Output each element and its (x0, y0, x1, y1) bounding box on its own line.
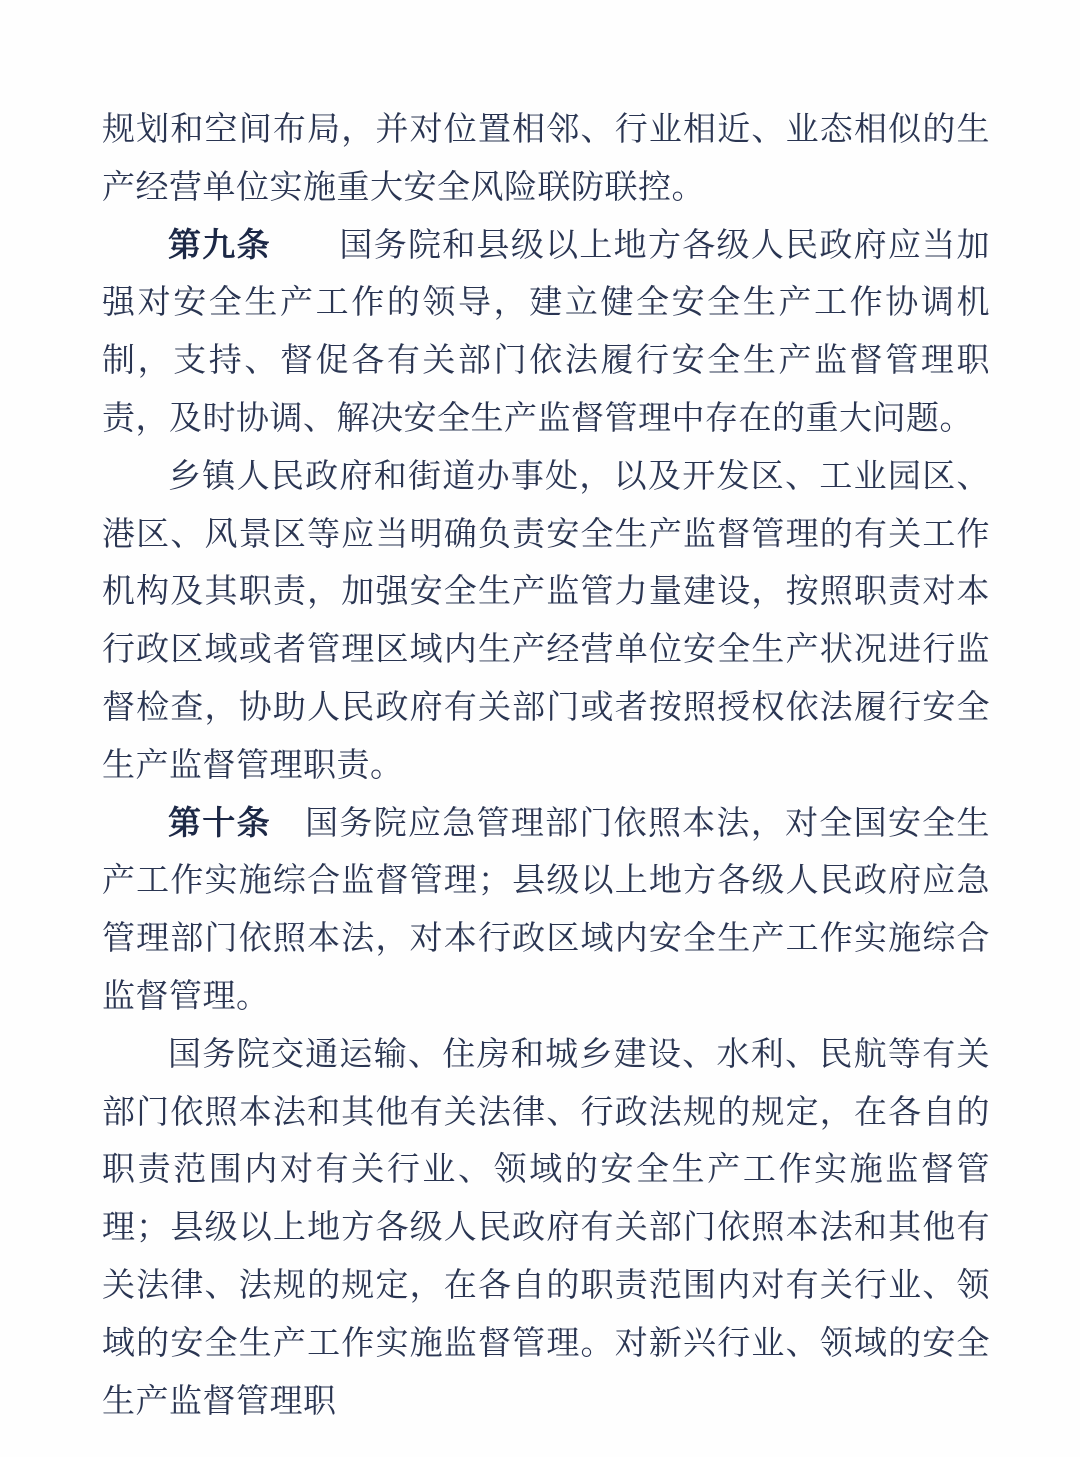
paragraph-text: 国务院应急管理部门依照本法，对全国安全生产工作实施综合监督管理；县级以上地方各级人民政府应急管理部门依照本法，对本行政区域内安全生产工作实施综合监督管理。 (102, 805, 991, 1015)
article-9-heading: 第九条 (168, 227, 271, 264)
paragraph-text: 规划和空间布局，并对位置相邻、行业相近、业态相似的生产经营单位实施重大安全风险联防联控。 (102, 112, 990, 206)
paragraph-text: 国务院和县级以上地方各级人民政府应当加强对安全生产工作的领导，建立健全安全生产工作协调机制，支持、督促各有关部门依法履行安全生产监督管理职责，及时协调、解决安全生产监督管理中存在的重大问题。 (102, 227, 991, 437)
paragraph-article-10-2 (102, 1027, 990, 1432)
paragraph-continuation (102, 102, 990, 218)
document-body (102, 102, 990, 1431)
paragraph-article-9-2 (102, 449, 990, 796)
paragraph-text: 乡镇人民政府和街道办事处，以及开发区、工业园区、港区、风景区等应当明确负责安全生产监督管理的有关工作机构及其职责，加强安全生产监管力量建设，按照职责对本行政区域或者管理区域内生产经营单位安全生产状况进行监督检查，协助人民政府有关部门或者按照授权依法履行安全生产监督管理职责。 (102, 458, 990, 784)
paragraph-article-10-1 (102, 796, 990, 1027)
article-10-heading: 第十条 (168, 805, 271, 842)
paragraph-article-9-1 (102, 218, 990, 449)
paragraph-text: 国务院交通运输、住房和城乡建设、水利、民航等有关部门依照本法和其他有关法律、行政法规的规定，在各自的职责范围内对有关行业、领域的安全生产工作实施监督管理；县级以上地方各级人民政府有关部门依照本法和其他有关法律、法规的规定，在各自的职责范围内对有关行业、领域的安全生产工作实施监督管理。对新兴行业、领域的安全生产监督管理职 (102, 1036, 990, 1420)
